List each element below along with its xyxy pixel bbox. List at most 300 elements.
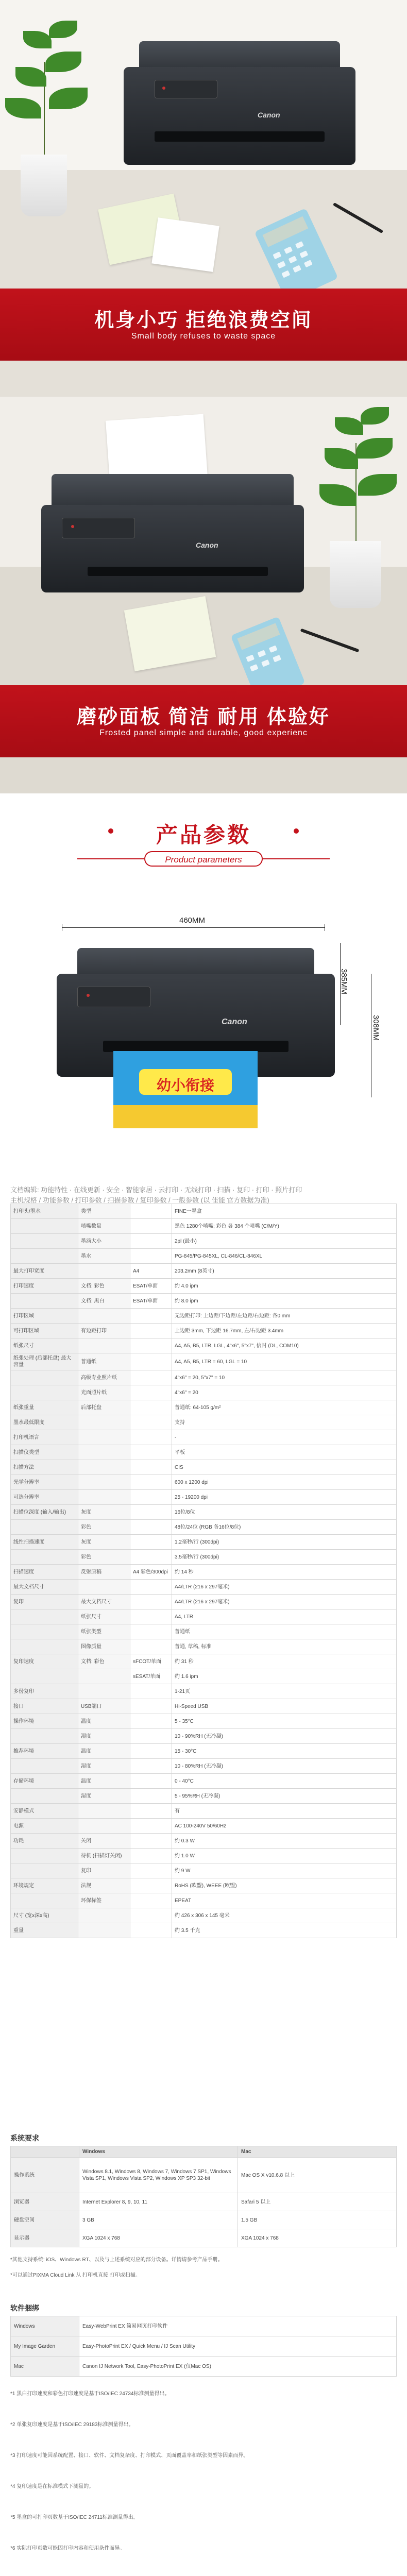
req-row <box>11 2158 397 2193</box>
spec-row <box>11 1908 397 1923</box>
spec-condition <box>130 1863 172 1878</box>
spec-condition <box>130 1684 172 1699</box>
spec-row <box>11 1639 397 1654</box>
spec-category: 多份复印 <box>11 1684 78 1699</box>
system-requirements-table <box>10 2146 397 2247</box>
spec-row <box>11 1520 397 1535</box>
spec-value: 约 1.0 W <box>172 1849 397 1863</box>
spec-row <box>11 1893 397 1908</box>
calculator-key <box>299 250 308 258</box>
req-value: Safari 5 以上 <box>238 2193 397 2211</box>
spec-item: 灰度 <box>78 1535 130 1550</box>
spec-item: 反射原稿 <box>78 1565 130 1580</box>
spec-row <box>11 1624 397 1639</box>
spec-condition <box>130 1460 172 1475</box>
spec-table <box>10 1204 397 1938</box>
spec-condition <box>130 1445 172 1460</box>
footnote: *5 墨盒的可打印页数基于ISO/IEC 24711标准测量得出。 <box>10 2515 139 2520</box>
req-label: 显示器 <box>11 2229 79 2247</box>
spec-condition <box>130 1234 172 1249</box>
spec-condition <box>130 1204 172 1219</box>
spec-value: 600 x 1200 dpi <box>172 1475 397 1490</box>
params-subtitle: Product parameters <box>144 851 263 867</box>
software-table <box>10 2316 397 2377</box>
spec-row <box>11 1744 397 1759</box>
footnote: *2 单张复印速度是基于ISO/IEC 29183标准测量得出。 <box>10 2422 134 2428</box>
spec-condition <box>130 1923 172 1938</box>
spec-value: 1-21页 <box>172 1684 397 1699</box>
spec-category <box>11 1669 78 1684</box>
spec-item: 墨水 <box>78 1249 130 1264</box>
spec-item <box>78 1490 130 1505</box>
spec-category <box>11 1893 78 1908</box>
spec-value: 5 - 35°C <box>172 1714 397 1729</box>
spec-row <box>11 1535 397 1550</box>
spec-item <box>78 1338 130 1353</box>
spec-row <box>11 1595 397 1609</box>
spec-category: 光学分辨率 <box>11 1475 78 1490</box>
spec-row <box>11 1385 397 1400</box>
spec-category: 推荐环境 <box>11 1744 78 1759</box>
spec-item <box>78 1819 130 1834</box>
spec-row <box>11 1834 397 1849</box>
spec-row <box>11 1249 397 1264</box>
req-row <box>11 2211 397 2229</box>
params-title: 产品参数 <box>156 823 251 847</box>
spec-row <box>11 1580 397 1595</box>
spec-row <box>11 1699 397 1714</box>
spec-row <box>11 1264 397 1279</box>
spec-category <box>11 1729 78 1744</box>
calculator-key <box>273 251 281 259</box>
spec-category: 打印机语言 <box>11 1430 78 1445</box>
banner2-title: 磨砂面板 简洁 耐用 体验好 <box>77 706 330 728</box>
software-row <box>11 2336 397 2357</box>
spec-item: 灰度 <box>78 1505 130 1520</box>
req-value: Internet Explorer 8, 9, 10, 11 <box>79 2193 238 2211</box>
spec-row <box>11 1400 397 1415</box>
spec-category: 复印 <box>11 1595 78 1609</box>
spec-row <box>11 1324 397 1338</box>
req-note-2: *可以通过PIXMA Cloud Link 从 打印机直接 打印或扫描。 <box>10 2273 141 2278</box>
spec-item: 环保标签 <box>78 1893 130 1908</box>
spec-row <box>11 1370 397 1385</box>
calculator-key <box>284 246 293 254</box>
spec-category: 打印区域 <box>11 1309 78 1324</box>
printer-output-slot <box>155 131 325 142</box>
spec-category: 最大打印宽度 <box>11 1264 78 1279</box>
spec-item <box>78 1804 130 1819</box>
spec-row <box>11 1430 397 1445</box>
software-row <box>11 2357 397 2377</box>
software-value: Canon IJ Network Tool, Easy-PhotoPrint EX (仅Mac OS) <box>79 2357 397 2377</box>
spec-row <box>11 1669 397 1684</box>
spec-row <box>11 1475 397 1490</box>
spec-category <box>11 1624 78 1639</box>
spec-value: 支持 <box>172 1415 397 1430</box>
printer-control-panel <box>62 518 135 538</box>
software-label: Mac <box>11 2357 79 2377</box>
spec-category: 扫描方法 <box>11 1460 78 1475</box>
spec-condition <box>130 1249 172 1264</box>
spec-value: 约 3.5 千克 <box>172 1923 397 1938</box>
spec-item: 湿度 <box>78 1789 130 1804</box>
spec-category <box>11 1385 78 1400</box>
software-value: Easy-WebPrint EX 简易网页打印软件 <box>79 2316 397 2336</box>
spec-row <box>11 1490 397 1505</box>
spec-value: 15 - 30°C <box>172 1744 397 1759</box>
spec-row <box>11 1294 397 1309</box>
spec-row <box>11 1460 397 1475</box>
spec-item: 彩色 <box>78 1520 130 1535</box>
spec-value: 0 - 40°C <box>172 1774 397 1789</box>
spec-item: 类型 <box>78 1204 130 1219</box>
spec-value: 普通, 草稿, 标准 <box>172 1639 397 1654</box>
width-label: 460MM <box>179 916 206 925</box>
spec-category: 线性扫描速度 <box>11 1535 78 1550</box>
spec-item: 文档: 彩色 <box>78 1279 130 1294</box>
spec-row <box>11 1219 397 1234</box>
depth-label: 385MM <box>340 969 348 995</box>
spec-row <box>11 1234 397 1249</box>
req-row <box>11 2193 397 2211</box>
spec-condition <box>130 1475 172 1490</box>
params-header <box>0 793 407 912</box>
spec-item: 温度 <box>78 1714 130 1729</box>
spec-item: 温度 <box>78 1774 130 1789</box>
spec-condition <box>130 1490 172 1505</box>
spec-item: 湿度 <box>78 1759 130 1774</box>
spec-value: 约 1.6 ipm <box>172 1669 397 1684</box>
paper-sheet <box>151 217 219 272</box>
spec-item: 喷嘴数量 <box>78 1219 130 1234</box>
spec-category: 可打印区域 <box>11 1324 78 1338</box>
spec-condition: sESAT/单面 <box>130 1669 172 1684</box>
spec-value: 48位/24位 (RGB 各16位/8位) <box>172 1520 397 1535</box>
spec-item: 法规 <box>78 1878 130 1893</box>
software-title: 软件捆绑 <box>10 2304 39 2312</box>
banner1-caption-band <box>0 289 407 361</box>
spec-item: 待机 (扫描灯关闭) <box>78 1849 130 1863</box>
spec-item <box>78 1430 130 1445</box>
height-label: 308MM <box>371 1015 380 1041</box>
spec-item <box>78 1309 130 1324</box>
footnote: *4 复印速度是在标准模式下测量的。 <box>10 2484 94 2489</box>
spec-condition <box>130 1385 172 1400</box>
spec-item: 光面照片纸 <box>78 1385 130 1400</box>
spec-condition <box>130 1639 172 1654</box>
software-row <box>11 2316 397 2336</box>
spec-value: CIS <box>172 1460 397 1475</box>
calculator-key <box>269 645 278 653</box>
spec-value: 上边距 3mm, 下边距 16.7mm, 左/右边距 3.4mm <box>172 1324 397 1338</box>
spec-category: 安静模式 <box>11 1804 78 1819</box>
spec-intro-sub: 主机规格 / 功能参数 / 打印参数 / 扫描参数 / 复印参数 / 一般参数 (以 佳能 官方数据为准) <box>10 1196 269 1204</box>
spec-category: 扫描位深度 (输入/输出) <box>11 1505 78 1520</box>
spec-value: A4/LTR (216 x 297毫米) <box>172 1595 397 1609</box>
req-value: XGA 1024 x 768 <box>79 2229 238 2247</box>
spec-value: EPEAT <box>172 1893 397 1908</box>
spec-item: 图像质量 <box>78 1639 130 1654</box>
spec-item: 文档: 黑白 <box>78 1294 130 1309</box>
spec-condition <box>130 1430 172 1445</box>
spec-condition <box>130 1324 172 1338</box>
spec-value: 无边距打印: 上边距/下边距/左边距/右边距: 各0 mm <box>172 1309 397 1324</box>
spec-value: 约 14 秒 <box>172 1565 397 1580</box>
spec-intro-line: 文档编辑: 功能特性 · 在线更新 · 安全 · 智能家居 · 云打印 · 无线打印 · 扫描 · 复印 · 打印 · 照片打印 <box>10 1186 302 1194</box>
spec-category: 最大文档尺寸 <box>11 1580 78 1595</box>
spec-category: 尺寸 (宽x深x高) <box>11 1908 78 1923</box>
spec-item <box>78 1684 130 1699</box>
spec-condition <box>130 1353 172 1370</box>
spec-condition <box>130 1908 172 1923</box>
calculator-key <box>246 654 255 662</box>
spec-category: 扫描仪类型 <box>11 1445 78 1460</box>
spec-item: 彩色 <box>78 1550 130 1565</box>
spec-item: 后部托盘 <box>78 1400 130 1415</box>
spec-row <box>11 1654 397 1669</box>
spec-value: 4"x6" = 20 <box>172 1385 397 1400</box>
spec-condition <box>130 1878 172 1893</box>
spec-value: 约 31 秒 <box>172 1654 397 1669</box>
printer-output-slot <box>88 567 268 576</box>
spec-item: 墨滴大小 <box>78 1234 130 1249</box>
spec-row <box>11 1804 397 1819</box>
spec-condition: A4 <box>130 1264 172 1279</box>
spec-value: 1.2毫秒/行 (300dpi) <box>172 1535 397 1550</box>
footnote: *1 黑白打印速度和彩色打印速度是基于ISO/IEC 24734标准测量得出。 <box>10 2391 170 2397</box>
printer-control-panel <box>77 987 150 1007</box>
spec-value: PG-845/PG-845XL, CL-846/CL-846XL <box>172 1249 397 1264</box>
calculator-key <box>304 260 313 267</box>
spec-category: 纸张处理 (后部托盘) 最大容量 <box>11 1353 78 1370</box>
req-header-row <box>11 2146 397 2158</box>
spec-condition: ESAT/单面 <box>130 1294 172 1309</box>
width-dimension-line <box>62 927 325 928</box>
req-value: 3 GB <box>79 2211 238 2229</box>
spec-condition <box>130 1893 172 1908</box>
spec-value: 约 9 W <box>172 1863 397 1878</box>
banner-small-body <box>0 0 407 397</box>
spec-value: 5 - 95%RH (无冷凝) <box>172 1789 397 1804</box>
spec-item: 温度 <box>78 1744 130 1759</box>
spec-category: 环境规定 <box>11 1878 78 1893</box>
spec-item <box>78 1908 130 1923</box>
calculator-key <box>281 270 290 278</box>
req-note: *其他支持系统: iOS、Windows RT、以及与上述系统对应的部分设备。详情请参考产品手册。 <box>10 2257 223 2263</box>
req-title: 系统要求 <box>10 2134 39 2142</box>
spec-condition <box>130 1729 172 1744</box>
spec-value: AC 100-240V 50/60Hz <box>172 1819 397 1834</box>
spec-value: Hi-Speed USB <box>172 1699 397 1714</box>
spec-row <box>11 1849 397 1863</box>
printer-logo: Canon <box>222 1018 247 1026</box>
spec-row <box>11 1505 397 1520</box>
spec-value: 10 - 80%RH (无冷凝) <box>172 1759 397 1774</box>
spec-item <box>78 1264 130 1279</box>
spec-category <box>11 1370 78 1385</box>
spec-condition <box>130 1714 172 1729</box>
spec-category: 扫描速度 <box>11 1565 78 1580</box>
divider <box>263 858 330 859</box>
spec-item: 纸张类型 <box>78 1624 130 1639</box>
req-value: XGA 1024 x 768 <box>238 2229 397 2247</box>
spec-value: 约 4.0 ipm <box>172 1279 397 1294</box>
spec-value: 3.5毫秒/行 (300dpi) <box>172 1550 397 1565</box>
req-label: 硬盘空间 <box>11 2211 79 2229</box>
spec-condition <box>130 1550 172 1565</box>
spec-item <box>78 1475 130 1490</box>
spec-condition <box>130 1819 172 1834</box>
spec-item: 复印 <box>78 1863 130 1878</box>
spec-row <box>11 1684 397 1699</box>
spec-category <box>11 1639 78 1654</box>
spec-row <box>11 1279 397 1294</box>
spec-condition <box>130 1789 172 1804</box>
req-header-cell: Mac <box>238 2146 397 2158</box>
printer-logo: Canon <box>196 541 218 549</box>
spec-row <box>11 1338 397 1353</box>
spec-value: 普通纸: 64-105 g/m² <box>172 1400 397 1415</box>
spec-category: 存储环境 <box>11 1774 78 1789</box>
spec-condition <box>130 1219 172 1234</box>
spec-item <box>78 1580 130 1595</box>
spec-category <box>11 1849 78 1863</box>
spec-condition <box>130 1849 172 1863</box>
calculator-key <box>289 256 297 263</box>
software-value: Easy-PhotoPrint EX / Quick Menu / IJ Scan Utility <box>79 2336 397 2357</box>
spec-item: 纸张尺寸 <box>78 1609 130 1624</box>
spec-row <box>11 1819 397 1834</box>
divider <box>77 858 144 859</box>
spec-row <box>11 1863 397 1878</box>
spec-value: 约 8.0 ipm <box>172 1294 397 1309</box>
spec-category: 纸张尺寸 <box>11 1338 78 1353</box>
spec-condition <box>130 1759 172 1774</box>
req-value: 1.5 GB <box>238 2211 397 2229</box>
spec-row <box>11 1353 397 1370</box>
spec-condition <box>130 1505 172 1520</box>
spec-condition <box>130 1744 172 1759</box>
spec-value: 4"x6" = 20, 5"x7" = 10 <box>172 1370 397 1385</box>
printer-led <box>162 87 165 90</box>
spec-category: 打印速度 <box>11 1279 78 1294</box>
software-label: My Image Garden <box>11 2336 79 2357</box>
spec-category <box>11 1759 78 1774</box>
spec-value: 10 - 90%RH (无冷凝) <box>172 1729 397 1744</box>
spec-condition <box>130 1535 172 1550</box>
req-label: 浏览器 <box>11 2193 79 2211</box>
spec-value: 普通纸 <box>172 1624 397 1639</box>
plant-pot <box>21 155 67 216</box>
spec-condition <box>130 1309 172 1324</box>
banner1-subtitle: Small body refuses to waste space <box>131 332 276 341</box>
banner1-title: 机身小巧 拒绝浪费空间 <box>94 310 313 331</box>
spec-row <box>11 1309 397 1324</box>
spec-row <box>11 1714 397 1729</box>
req-header-cell: Windows <box>79 2146 238 2158</box>
printer-logo: Canon <box>258 111 280 119</box>
spec-condition: ESAT/单面 <box>130 1279 172 1294</box>
spec-value: RoHS (欧盟), WEEE (欧盟) <box>172 1878 397 1893</box>
spec-row <box>11 1923 397 1938</box>
spec-category: 接口 <box>11 1699 78 1714</box>
printer-image <box>41 459 309 613</box>
spec-condition <box>130 1804 172 1819</box>
spec-value: 25 - 19200 dpi <box>172 1490 397 1505</box>
footnote: *6 实际打印页数可能因打印内容和使用条件而异。 <box>10 2546 125 2551</box>
spec-value: 约 0.3 W <box>172 1834 397 1849</box>
spec-condition <box>130 1370 172 1385</box>
calculator-key <box>273 655 281 663</box>
spec-value: 16位/8位 <box>172 1505 397 1520</box>
spec-item: 普通纸 <box>78 1353 130 1370</box>
spec-value: A4, A5, B5, LTR, LGL, 4"x6", 5"x7", 信封 (DL, COM10) <box>172 1338 397 1353</box>
spec-item <box>78 1460 130 1475</box>
req-header-cell <box>11 2146 79 2158</box>
spec-item: USB端口 <box>78 1699 130 1714</box>
spec-row <box>11 1878 397 1893</box>
spec-row <box>11 1789 397 1804</box>
spec-value: FINE一墨盒 <box>172 1204 397 1219</box>
banner2-caption-band <box>0 685 407 757</box>
printed-flyer <box>113 1051 258 1128</box>
spec-row <box>11 1204 397 1219</box>
printer-output-slot <box>103 1041 289 1052</box>
spec-category: 可选分辨率 <box>11 1490 78 1505</box>
req-value: Mac OS X v10.6.8 以上 <box>238 2158 397 2193</box>
printer-led <box>87 994 90 997</box>
spec-value: 黑色 1280个喷嘴; 彩色 各 384 个喷嘴 (C/M/Y) <box>172 1219 397 1234</box>
spec-item <box>78 1445 130 1460</box>
flyer-footer <box>113 1105 258 1128</box>
spec-category <box>11 1249 78 1264</box>
calculator-key <box>261 659 270 667</box>
flyer-title: 幼小衔接 <box>156 1077 214 1093</box>
spec-category <box>11 1234 78 1249</box>
spec-category <box>11 1609 78 1624</box>
spec-category: 重量 <box>11 1923 78 1938</box>
spec-condition <box>130 1609 172 1624</box>
req-row <box>11 2229 397 2247</box>
calculator-key <box>250 664 259 672</box>
spec-row <box>11 1759 397 1774</box>
spec-value: A4/LTR (216 x 297毫米) <box>172 1580 397 1595</box>
spec-category <box>11 1789 78 1804</box>
spec-row <box>11 1774 397 1789</box>
spec-row <box>11 1445 397 1460</box>
spec-condition <box>130 1834 172 1849</box>
spec-value: 平板 <box>172 1445 397 1460</box>
banner-frosted-panel <box>0 397 407 793</box>
spec-condition <box>130 1774 172 1789</box>
spec-value: 约 426 x 306 x 145 毫米 <box>172 1908 397 1923</box>
spec-condition <box>130 1624 172 1639</box>
spec-value: - <box>172 1430 397 1445</box>
spec-condition <box>130 1338 172 1353</box>
spec-value: 有 <box>172 1804 397 1819</box>
spec-category <box>11 1550 78 1565</box>
dimension-drawing <box>0 912 407 1139</box>
spec-category: 电源 <box>11 1819 78 1834</box>
spec-category <box>11 1294 78 1309</box>
calculator-key <box>293 265 301 273</box>
spec-category: 操作环境 <box>11 1714 78 1729</box>
spec-row <box>11 1550 397 1565</box>
spec-condition <box>130 1415 172 1430</box>
spec-condition: sFCOT/单面 <box>130 1654 172 1669</box>
printer-image <box>118 31 361 196</box>
